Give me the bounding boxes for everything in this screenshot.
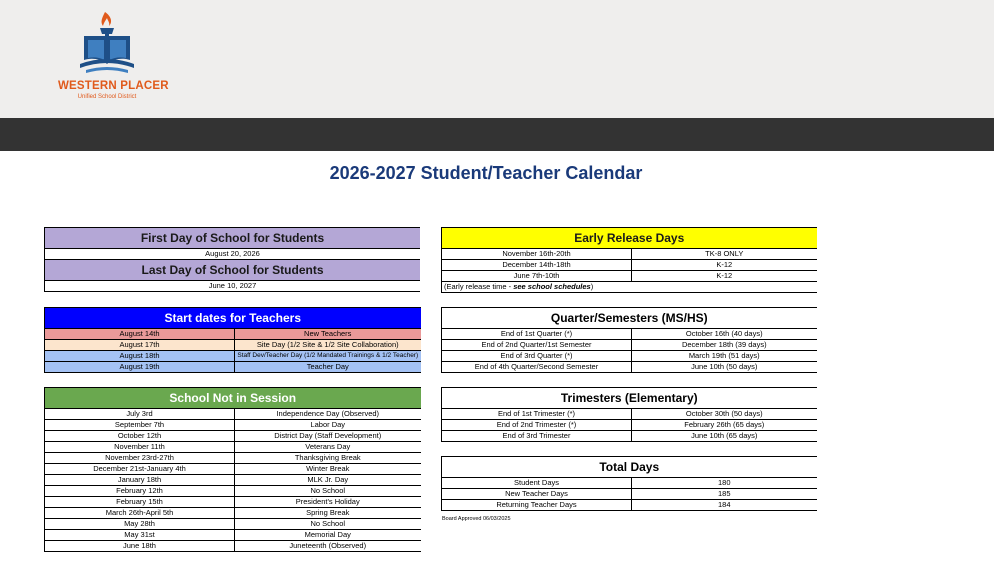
early-release-date: June 7th-10th [442, 271, 632, 282]
total-days-table [441, 456, 817, 511]
holiday-date: February 15th [45, 497, 235, 508]
logo-subtitle: Unified School District [77, 94, 137, 100]
table-row [442, 431, 817, 442]
trimester-date: February 26th (65 days) [632, 420, 817, 431]
table-row [45, 409, 421, 420]
holiday-event: President's Holiday [235, 497, 421, 508]
quarters-header: Quarter/Semesters (MS/HS) [442, 308, 817, 329]
teacher-date: August 19th [45, 362, 235, 373]
trimester-date: June 10th (65 days) [632, 431, 817, 442]
quarter-label: End of 3rd Quarter (*) [442, 351, 632, 362]
teacher-event: Site Day (1/2 Site & 1/2 Site Collaboration) [235, 340, 421, 351]
early-release-grades: K-12 [632, 260, 817, 271]
holiday-event: Memorial Day [235, 530, 421, 541]
teacher-event: New Teachers [235, 329, 421, 340]
table-row [45, 329, 421, 340]
holiday-date: May 28th [45, 519, 235, 530]
holiday-date: December 21st-January 4th [45, 464, 235, 475]
table-row [45, 486, 421, 497]
table-row [45, 420, 421, 431]
holiday-event: No School [235, 519, 421, 530]
table-row [45, 453, 421, 464]
district-logo[interactable] [58, 8, 169, 104]
holiday-event: Labor Day [235, 420, 421, 431]
holiday-date: November 23rd-27th [45, 453, 235, 464]
note-emphasis: see school schedules [513, 282, 591, 291]
not-in-session-table [44, 387, 421, 552]
teacher-date: August 17th [45, 340, 235, 351]
table-row [45, 519, 421, 530]
not-in-session-header: School Not in Session [45, 388, 421, 409]
quarter-date: June 10th (50 days) [632, 362, 817, 373]
holiday-date: March 26th-April 5th [45, 508, 235, 519]
table-row [442, 409, 817, 420]
quarter-date: October 16th (40 days) [632, 329, 817, 340]
note-suffix: ) [590, 282, 594, 291]
torch-book-icon [58, 8, 156, 80]
holiday-date: September 7th [45, 420, 235, 431]
page-title: 2026-2027 Student/Teacher Calendar [329, 163, 643, 183]
holiday-date: November 11th [45, 442, 235, 453]
holiday-event: District Day (Staff Development) [235, 431, 421, 442]
first-last-day-table [44, 227, 420, 292]
quarter-label: End of 4th Quarter/Second Semester [442, 362, 632, 373]
table-row [45, 541, 421, 552]
table-row [442, 500, 817, 511]
holiday-date: July 3rd [45, 409, 235, 420]
total-days-value: 185 [632, 489, 817, 500]
table-row [442, 271, 817, 282]
holiday-date: May 31st [45, 530, 235, 541]
early-release-date: November 16th-20th [442, 249, 632, 260]
trimester-label: End of 3rd Trimester [442, 431, 632, 442]
teacher-start-header: Start dates for Teachers [45, 308, 421, 329]
trimester-label: End of 2nd Trimester (*) [442, 420, 632, 431]
table-row [45, 475, 421, 486]
table-row [45, 530, 421, 541]
teacher-date: August 18th [45, 351, 235, 362]
first-day-header: First Day of School for Students [45, 228, 421, 249]
holiday-date: January 18th [45, 475, 235, 486]
holiday-event: Winter Break [235, 464, 421, 475]
teacher-date: August 14th [45, 329, 235, 340]
site-header [0, 0, 994, 118]
holiday-event: Independence Day (Observed) [235, 409, 421, 420]
holiday-event: Juneteenth (Observed) [235, 541, 421, 552]
holiday-date: February 12th [45, 486, 235, 497]
quarter-label: End of 2nd Quarter/1st Semester [442, 340, 632, 351]
table-row [442, 489, 817, 500]
trimesters-header: Trimesters (Elementary) [442, 388, 817, 409]
table-row [45, 351, 421, 362]
board-approved-note: Board Approved 06/03/2025 [442, 516, 511, 522]
quarter-date: March 19th (51 days) [632, 351, 817, 362]
last-day-header: Last Day of School for Students [45, 260, 421, 281]
holiday-event: Thanksgiving Break [235, 453, 421, 464]
table-row [442, 260, 817, 271]
quarter-label: End of 1st Quarter (*) [442, 329, 632, 340]
table-row [442, 478, 817, 489]
holiday-date: October 12th [45, 431, 235, 442]
table-row [45, 508, 421, 519]
total-days-header: Total Days [442, 457, 817, 478]
table-row [442, 351, 817, 362]
early-release-table [441, 227, 817, 293]
teacher-event: Staff Dev/Teacher Day (1/2 Mandated Trainings & 1/2 Teacher) [235, 351, 421, 362]
early-release-note [442, 282, 817, 293]
logo-name: WESTERN PLACER [58, 80, 169, 92]
early-release-date: December 14th-18th [442, 260, 632, 271]
total-days-label: Student Days [442, 478, 632, 489]
last-day-date: June 10, 2027 [45, 281, 421, 292]
holiday-event: Spring Break [235, 508, 421, 519]
table-row [442, 420, 817, 431]
early-release-grades: TK-8 ONLY [632, 249, 817, 260]
table-row [45, 362, 421, 373]
first-day-date: August 20, 2026 [45, 249, 421, 260]
table-row [442, 329, 817, 340]
table-row [442, 340, 817, 351]
table-row [45, 340, 421, 351]
holiday-event: MLK Jr. Day [235, 475, 421, 486]
table-row [45, 464, 421, 475]
table-row [45, 497, 421, 508]
table-row [45, 431, 421, 442]
quarter-date: December 18th (39 days) [632, 340, 817, 351]
table-row [45, 442, 421, 453]
total-days-label: New Teacher Days [442, 489, 632, 500]
early-release-header: Early Release Days [442, 228, 817, 249]
note-prefix: (Early release time - [444, 282, 514, 291]
holiday-event: No School [235, 486, 421, 497]
quarters-table [441, 307, 817, 373]
total-days-value: 180 [632, 478, 817, 489]
total-days-value: 184 [632, 500, 817, 511]
trimester-label: End of 1st Trimester (*) [442, 409, 632, 420]
early-release-grades: K-12 [632, 271, 817, 282]
table-row [442, 362, 817, 373]
nav-bar [0, 118, 994, 151]
trimesters-table [441, 387, 817, 442]
trimester-date: October 30th (50 days) [632, 409, 817, 420]
teacher-event: Teacher Day [235, 362, 421, 373]
holiday-event: Veterans Day [235, 442, 421, 453]
table-row [442, 249, 817, 260]
teacher-start-table [44, 307, 421, 373]
total-days-label: Returning Teacher Days [442, 500, 632, 511]
holiday-date: June 18th [45, 541, 235, 552]
